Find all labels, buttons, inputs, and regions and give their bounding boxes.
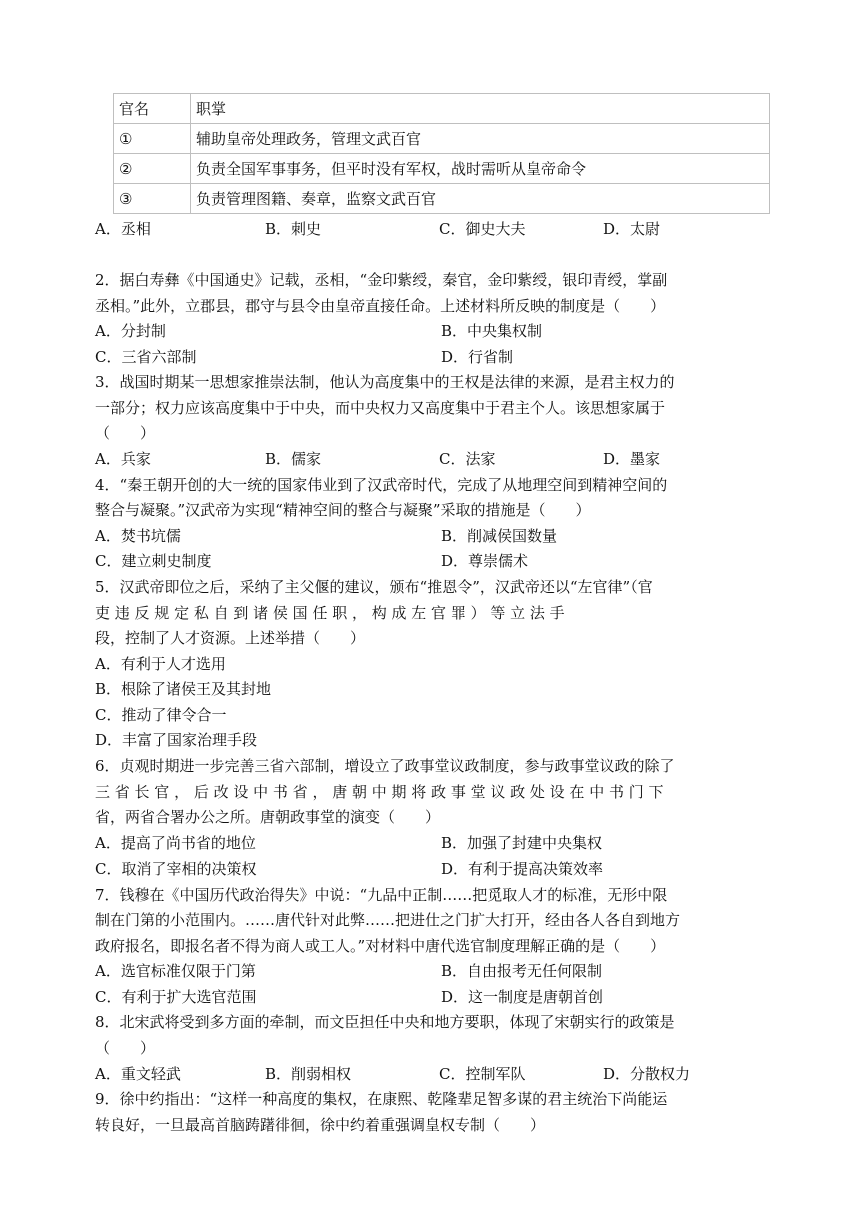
q6-option-c: C．取消了宰相的决策权 — [95, 860, 257, 878]
table-cell: 辅助皇帝处理政务，管理文武百官 — [191, 124, 770, 154]
q6-option-a: A．提高了尚书省的地位 — [95, 834, 256, 852]
q7-option-a: A．选官标准仅限于门第 — [95, 962, 256, 980]
q6-stem-line: 三 省 长 官 ， 后 改 设 中 书 省 ， 唐 朝 中 期 将 政 事 堂 议 政 处 设 在 中 书 门 下 — [95, 783, 664, 801]
table-cell: ② — [114, 154, 191, 184]
table-header-cell: 官名 — [114, 94, 191, 124]
q5-option-b: B．根除了诸侯王及其封地 — [95, 680, 272, 698]
q2-option-d: D．行省制 — [441, 348, 514, 366]
q1-option-d: D．太尉 — [603, 220, 661, 238]
q1-option-a: A．丞相 — [95, 220, 151, 238]
q4-stem-line: 4．“秦王朝开创的大一统的国家伟业到了汉武帝时代，完成了从地理空间到精神空间的 — [95, 476, 668, 494]
q8-option-d: D．分散权力 — [603, 1065, 691, 1083]
q3-option-b: B．儒家 — [265, 450, 322, 468]
table-header-cell: 职掌 — [191, 94, 770, 124]
q2-stem-line: 2．据白寿彝《中国通史》记载，丞相，“金印紫绶，秦官，金印紫绶，银印青绶，掌副 — [95, 271, 668, 289]
q5-option-a: A．有利于人才选用 — [95, 655, 226, 673]
q4-option-d: D．尊崇儒术 — [441, 552, 529, 570]
q6-option-d: D．有利于提高决策效率 — [441, 860, 604, 878]
q8-option-b: B．削弱相权 — [265, 1065, 352, 1083]
q5-stem-line: 段，控制了人才资源。上述举措（ ） — [95, 629, 366, 647]
q3-option-a: A．兵家 — [95, 450, 151, 468]
q7-stem-line: 7．钱穆在《中国历代政治得失》中说：“九品中正制……把觅取人才的标准，无形中限 — [95, 886, 668, 904]
q5-option-c: C．推动了律令合一 — [95, 706, 227, 724]
q7-stem-line: 制在门第的小范围内。……唐代针对此弊……把进仕之门扩大打开，经由各人各自到地方 — [95, 911, 681, 929]
q9-stem-line: 转良好，一旦最高首脑踌躇徘徊，徐中约着重强调皇权专制（ ） — [95, 1116, 546, 1134]
q9-stem-line: 9．徐中约指出：“这样一种高度的集权，在康熙、乾隆辈足智多谋的君主统治下尚能运 — [95, 1090, 668, 1108]
q4-stem-line: 整合与凝聚。”汉武帝为实现“精神空间的整合与凝聚”采取的措施是（ ） — [95, 501, 591, 519]
table-cell: 负责全国军事事务，但平时没有军权，战时需听从皇帝命令 — [191, 154, 770, 184]
table-row — [114, 124, 770, 154]
q7-option-c: C．有利于扩大选官范围 — [95, 988, 257, 1006]
q6-option-b: B．加强了封建中央集权 — [441, 834, 603, 852]
q5-stem-line: 5．汉武帝即位之后，采纳了主父偃的建议，颁布“推恩令”，汉武帝还以“左官律”（官 — [95, 578, 653, 596]
q6-stem-line: 省，两省合署办公之所。唐朝政事堂的演变（ ） — [95, 808, 441, 826]
table-header-row — [114, 94, 770, 124]
q1-option-c: C．御史大夫 — [439, 220, 526, 238]
q4-option-a: A．焚书坑儒 — [95, 527, 181, 545]
table-row — [114, 184, 770, 214]
q8-option-c: C．控制军队 — [439, 1065, 526, 1083]
q2-option-b: B．中央集权制 — [441, 322, 543, 340]
q1-option-b: B．刺史 — [265, 220, 322, 238]
q4-option-c: C．建立刺史制度 — [95, 552, 212, 570]
q3-stem-line: （ ） — [95, 424, 156, 442]
q8-option-a: A．重文轻武 — [95, 1065, 181, 1083]
q7-stem-line: 政府报名，即报名者不得为商人或工人。”对材料中唐代选官制度理解正确的是（ ） — [95, 937, 666, 955]
q7-option-b: B．自由报考无任何限制 — [441, 962, 603, 980]
table-row — [114, 154, 770, 184]
q3-option-c: C．法家 — [439, 450, 496, 468]
table-cell: ① — [114, 124, 191, 154]
q3-stem-line: 一部分；权力应该高度集中于中央，而中央权力又高度集中于君主个人。该思想家属于 — [95, 399, 666, 417]
q5-option-d: D．丰富了国家治理手段 — [95, 731, 258, 749]
officials-table — [113, 93, 770, 214]
q5-stem-line: 吏 违 反 规 定 私 自 到 诸 侯 国 任 职 ， 构 成 左 官 罪 ） 等 立 法 手 — [95, 604, 565, 622]
q7-option-d: D．这一制度是唐朝首创 — [441, 988, 604, 1006]
q2-option-a: A．分封制 — [95, 322, 166, 340]
q4-option-b: B．削减侯国数量 — [441, 527, 558, 545]
q8-stem-line: 8．北宋武将受到多方面的牵制，而文臣担任中央和地方要职，体现了宋朝实行的政策是 — [95, 1013, 675, 1031]
table-cell: ③ — [114, 184, 191, 214]
q8-stem-line: （ ） — [95, 1039, 156, 1057]
q3-stem-line: 3．战国时期某一思想家推崇法制，他认为高度集中的王权是法律的来源，是君主权力的 — [95, 373, 675, 391]
q2-stem-line: 丞相。”此外，立郡县，郡守与县令由皇帝直接任命。上述材料所反映的制度是（ ） — [95, 297, 666, 315]
q2-option-c: C．三省六部制 — [95, 348, 197, 366]
q3-option-d: D．墨家 — [603, 450, 661, 468]
table-cell: 负责管理图籍、奏章，监察文武百官 — [191, 184, 770, 214]
q6-stem-line: 6．贞观时期进一步完善三省六部制，增设立了政事堂议政制度，参与政事堂议政的除了 — [95, 757, 675, 775]
